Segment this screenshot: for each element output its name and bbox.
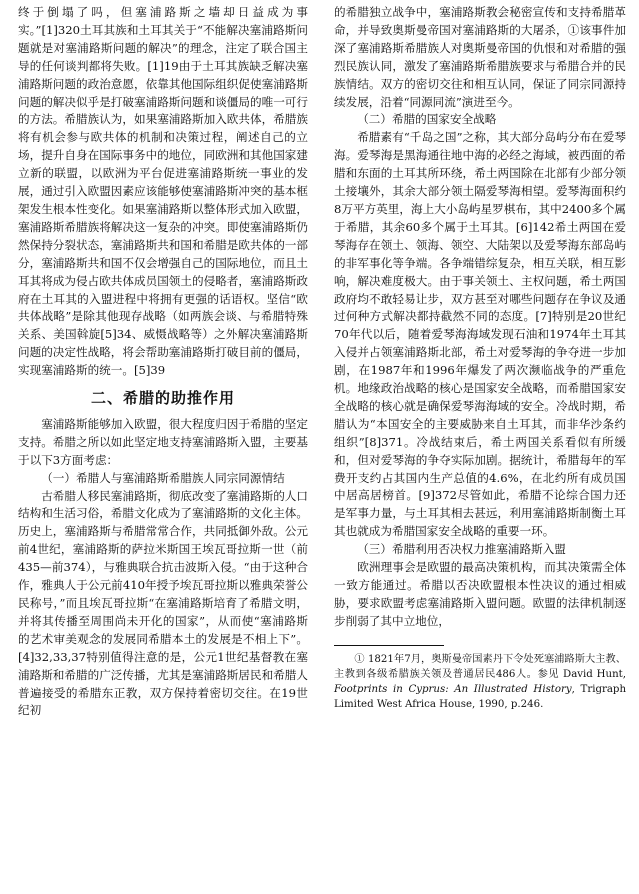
subsection-title-3: （三）希腊利用否决权力推塞浦路斯入盟 [357, 542, 566, 557]
subsection-text-3: 欧洲理事会是欧盟的最高决策机构，而其决策需全体一致方能通过。希腊以否决欧盟根本性决议的通过相威胁，要求欧盟考虑塞浦路斯入盟问题。欧盟的法律机制逐步削弱了其中立地位， [334, 560, 626, 628]
footnote [334, 652, 626, 712]
footnote-divider [334, 645, 444, 646]
body-paragraph: 的希腊独立战争中，塞浦路斯教会秘密宣传和支持希腊革命，并导致奥斯曼帝国对塞浦路斯的大屠杀，①该事件加深了塞浦路斯希腊族人对奥斯曼帝国的仇恨和对希腊的强烈民族认同，激发了塞浦路斯希腊族要求与希腊合并的民族情结。双方的密切交往和相互认同，保证了同宗同源持续发展，沿着“同源同流”演进至今。 [334, 5, 626, 109]
section-intro: 塞浦路斯能够加入欧盟，很大程度归因于希腊的坚定支持。希腊之所以如此坚定地支持塞浦路斯入盟，主要基于以下3方面考虑： [18, 416, 308, 467]
footnote-publisher: , Trigraph Limited West Africa House, 1990, p.246. [334, 683, 627, 710]
body-paragraph: 终于倒塌了吗，但塞浦路斯之墙却日益成为事实。”[1]320土耳其族和土耳其关于“不能解决塞浦路斯问题就是对塞浦路斯问题的解决”的理念，注定了联合国主导的任何谈判都将失败。[1]19由于土耳其族缺乏解决塞浦路斯问题的政治意愿，依靠其他国际组织促使塞浦路斯问题的解决似乎是打破塞浦路斯问题和谈僵局的唯一可行的方法。希腊族认为，如果塞浦路斯加入欧共体，希腊族将有机会参与欧共体的机制和决策过程，阐述自己的立场，提升自身在国际事务中的地位，同欧洲和其他国家建立新的联盟，以欧洲为平台促进塞浦路斯统一事业的发展，通过引入欧盟因素应该能够使塞浦路斯冲突的基本框架发生根本性变化。如果塞浦路斯以整体形式加入欧盟，塞浦路斯希腊族将解决这一复杂的冲突。即使塞浦路斯仍然保持分裂状态，塞浦路斯共和国和希腊是欧共体的一部分，塞浦路斯共和国不仅会增强自己的国际地位，而且土耳其将成为侵占欧共体成员国领土的侵略者，塞浦路斯政府在土耳其的入盟进程中将拥有更强的话语权。坚信“欧共体战略”是除其他现存战略（如两族会谈、与希腊特殊关系、美国斡旋[5]34、威慑战略等）之外解决塞浦路斯问题的决定性战略，将会帮助塞浦路斯打破目前的僵局，实现塞浦路斯的统一。[5]39 [18, 5, 308, 378]
subsection-text-1: 古希腊人移民塞浦路斯，彻底改变了塞浦路斯的人口结构和生活习俗，希腊文化成为了塞浦路斯的文化主体。历史上，塞浦路斯与希腊常常合作，共同抵御外敌。公元前4世纪，塞浦路斯的萨拉米斯国王埃瓦哥拉斯一世（前435—前374），与雅典联合抗击波斯入侵。“由于这种合作，雅典人于公元前410年授予埃瓦哥拉斯以雅典荣誉公民称号，”而且埃瓦哥拉斯“在塞浦路斯培育了希腊文明，并将其传播至周围尚未开化的国家”，从而使“塞浦路斯的艺术审美观念的发展同希腊本土的发展是不相上下”。[4]32,33,37特别值得注意的是，公元1世纪基督教在塞浦路斯和希腊的广泛传播，尤其是塞浦路斯居民和希腊人普遍接受的希腊东正教，双方保持着密切交往。在19世纪初 [18, 488, 308, 718]
footnote-book-title: Footprints in Cyprus: An Illustrated History [334, 683, 572, 695]
subsection-text-2: 希腊素有“千岛之国”之称，其大部分岛屿分布在爱琴海。爱琴海是黑海通往地中海的必经之海域，被西面的希腊和东面的土耳其所环绕，希土两国除在北部有少部分领土接壤外，其余大部分领土隔爱琴海相望。爱琴海面积约8万平方英里，海上大小岛屿星罗棋布，其中2400多个属于希腊，其余60多个属于土耳其。[6]142希土两国在爱琴海存在领土、领海、领空、大陆架以及爱琴海东部岛屿的非军事化等争端。各争端错综复杂，相互关联，相互影响，解决难度极大。由于事关领土、主权问题，希土两国政府均不敢轻易让步，双方甚至对哪些问题存在争议及通过何种方式解决都持截然不同的态度。[7]特别是20世纪70年代以后，随着爱琴海海域发现石油和1974年土耳其入侵并占领塞浦路斯北部，希土对爱琴海的争夺进一步加剧，在1987年和1996年爆发了两次濒临战争的严重危机。地缘政治战略的核心是国家安全战略，而希腊国家安全战略的核心就是确保爱琴海海域的安全。冷战时期，希腊认为“本国安全的主要威胁来自土耳其，而非华沙条约组织”[8]371。冷战结束后，希土两国关系看似有所缓和，但对爱琴海的争夺实际加剧。据统计，希腊每年的军费开支约占其国内生产总值的4.6%，在北约所有成员国中居高居榜首。[9]372尽管如此，希腊不论综合国力还是军事力量，与土耳其相去甚远，利用塞浦路斯制衡土耳其也就成为希腊国家安全战略的重要一环。 [334, 130, 626, 539]
subsection-title-2: （二）希腊的国家安全战略 [357, 112, 497, 127]
right-column [334, 4, 626, 712]
subsection-title-1: （一）希腊人与塞浦路斯希腊族人同宗同源情结 [41, 470, 285, 485]
left-column [18, 4, 308, 720]
section-title: 二、希腊的助推作用 [90, 389, 235, 408]
footnote-text: ① 1821年7月，奥斯曼帝国素丹下令处死塞浦路斯大主教、主教到各级希腊族关领及普通居民486人。参见 David Hunt, [334, 653, 626, 680]
